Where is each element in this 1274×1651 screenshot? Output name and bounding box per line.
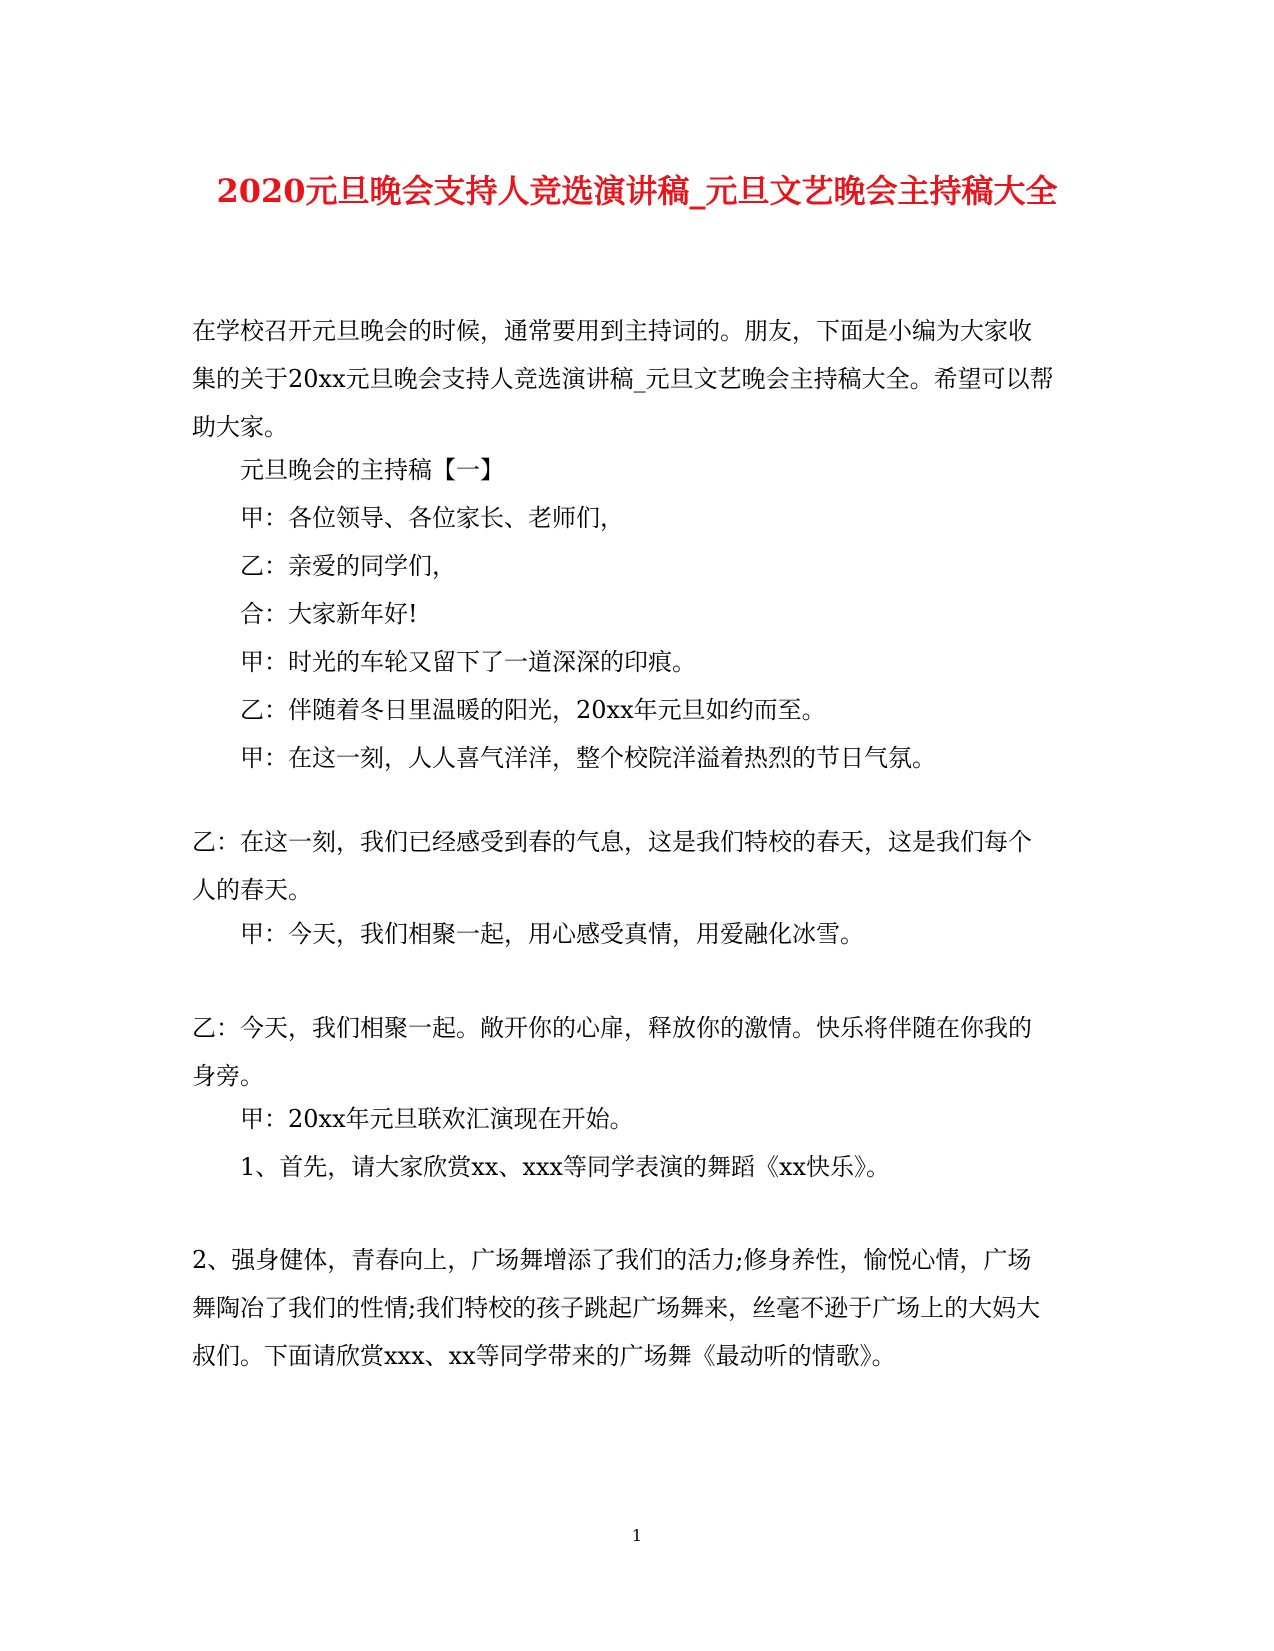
section-block xyxy=(240,446,1130,782)
dialogue-line: 甲：各位领导、各位家长、老师们， xyxy=(240,504,624,532)
page-number: 1 xyxy=(631,1526,643,1545)
program-item-2 xyxy=(192,1236,1082,1380)
intro-line: 助大家。 xyxy=(192,413,288,441)
dialogue-paragraph-yi-1 xyxy=(192,818,1082,914)
paragraph-line: 乙：今天，我们相聚一起。敞开你的心扉，释放你的激情。快乐将伴随在你我的 xyxy=(192,1014,1032,1042)
paragraph-line: 人的春天。 xyxy=(192,876,312,904)
dialogue-line: 乙：伴随着冬日里温暖的阳光，20xx年元旦如约而至。 xyxy=(240,696,826,724)
section-heading: 元旦晚会的主持稿【一】 xyxy=(240,456,504,484)
paragraph-line: 舞陶冶了我们的性情;我们特校的孩子跳起广场舞来，丝毫不逊于广场上的大妈大 xyxy=(192,1294,1041,1322)
program-start-block xyxy=(240,1095,1130,1191)
dialogue-line: 甲：在这一刻，人人喜气洋洋，整个校院洋溢着热烈的节日气氛。 xyxy=(240,744,936,772)
paragraph-line: 乙：在这一刻，我们已经感受到春的气息，这是我们特校的春天，这是我们每个 xyxy=(192,828,1032,856)
intro-line: 在学校召开元旦晚会的时候，通常要用到主持词的。朋友，下面是小编为大家收 xyxy=(192,317,1032,345)
paragraph-line: 叔们。下面请欣赏xxx、xx等同学带来的广场舞《最动听的情歌》。 xyxy=(192,1342,896,1370)
dialogue-line: 甲：20xx年元旦联欢汇演现在开始。 xyxy=(240,1105,634,1133)
intro-paragraph xyxy=(192,307,1082,451)
paragraph-line: 2、强身健体，青春向上，广场舞增添了我们的活力;修身养性，愉悦心情，广场 xyxy=(192,1246,1032,1274)
dialogue-line: 甲：今天，我们相聚一起，用心感受真情，用爱融化冰雪。 xyxy=(240,920,864,948)
program-item-1: 1、首先，请大家欣赏xx、xxx等同学表演的舞蹈《xx快乐》。 xyxy=(240,1153,891,1181)
page-title: 2020元旦晚会支持人竞选演讲稿_元旦文艺晚会主持稿大全 xyxy=(216,172,1058,210)
dialogue-line: 甲：时光的车轮又留下了一道深深的印痕。 xyxy=(240,648,696,676)
dialogue-paragraph-yi-2 xyxy=(192,1004,1082,1100)
dialogue-line-jia-today xyxy=(240,910,1130,958)
dialogue-line: 合：大家新年好! xyxy=(240,600,418,628)
paragraph-line: 身旁。 xyxy=(192,1062,264,1090)
dialogue-line: 乙：亲爱的同学们， xyxy=(240,552,456,580)
intro-line: 集的关于20xx元旦晚会支持人竞选演讲稿_元旦文艺晚会主持稿大全。希望可以帮 xyxy=(192,365,1054,393)
